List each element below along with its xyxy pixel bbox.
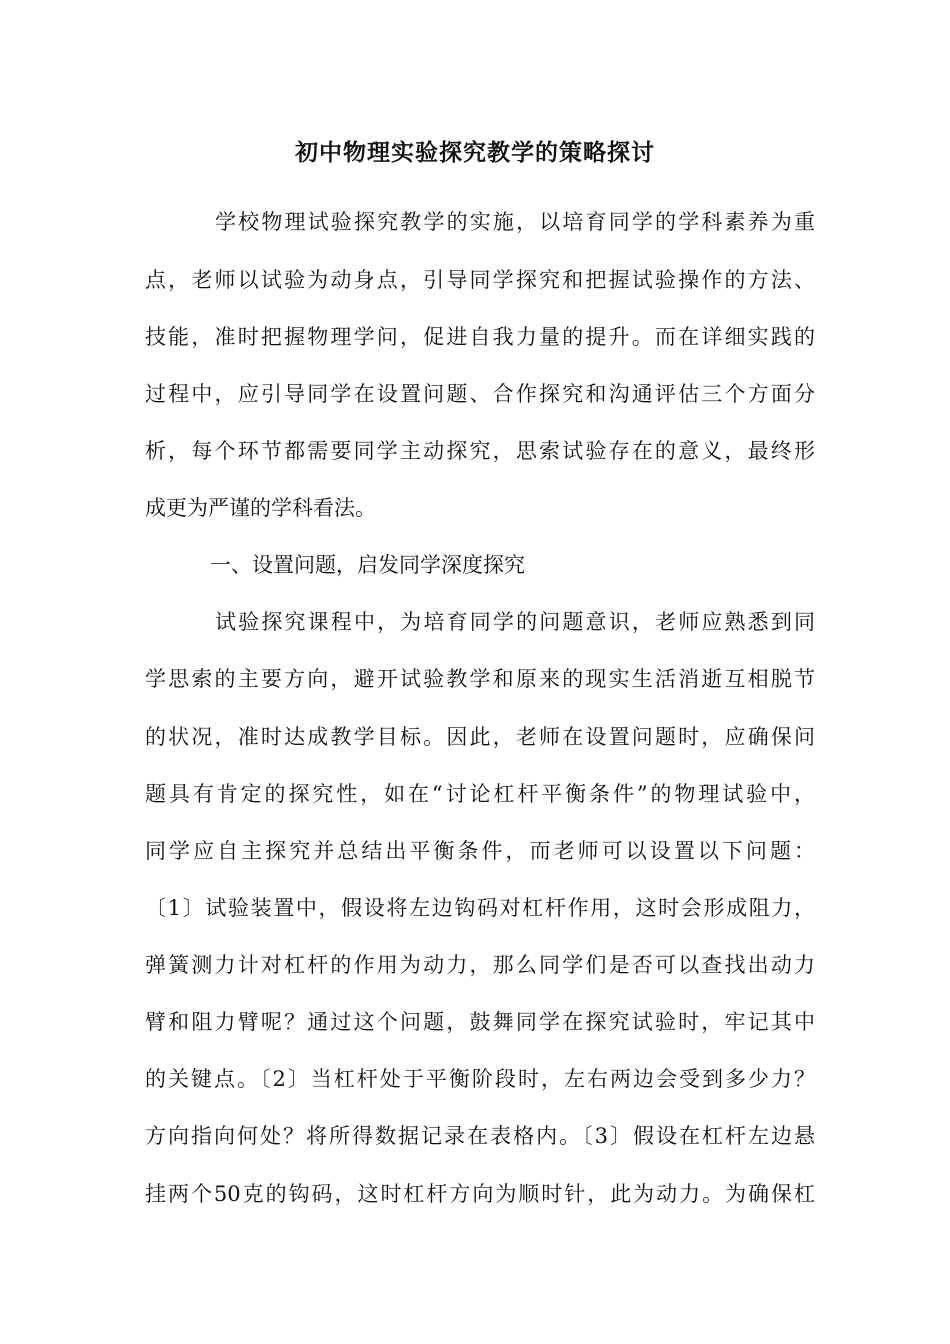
paragraph-line: 过程中，应引导同学在设置问题、合作探究和沟通评估三个方面分 — [145, 382, 815, 406]
paragraph-line: 同学应自主探究并总结出平衡条件，而老师可以设置以下问题： — [145, 839, 815, 863]
paragraph-line: 试验探究课程中，为培育同学的问题意识，老师应熟悉到同 — [215, 610, 815, 634]
paragraph-line: 技能，准时把握物理学问，促进自我力量的提升。而在详细实践的 — [145, 325, 815, 349]
paragraph-line: 题具有肯定的探究性，如在“讨论杠杆平衡条件”的物理试验中， — [145, 782, 815, 806]
paragraph-line: 成更为严谨的学科看法。 — [145, 496, 376, 520]
paragraph-line: 〔1〕试验装置中，假设将左边钩码对杠杆作用，这时会形成阻力， — [145, 896, 815, 920]
document-title: 初中物理实验探究教学的策略探讨 — [295, 139, 655, 166]
paragraph-line: 点，老师以试验为动身点，引导同学探究和把握试验操作的方法、 — [145, 268, 815, 292]
paragraph-line: 挂两个50克的钩码，这时杠杆方向为顺时针，此为动力。为确保杠 — [145, 1182, 815, 1206]
paragraph-line: 方向指向何处？将所得数据记录在表格内。〔3〕假设在杠杆左边悬 — [145, 1124, 815, 1148]
section-heading: 一、设置问题，启发同学深度探究 — [210, 553, 525, 577]
paragraph-line: 的状况，准时达成教学目标。因此，老师在设置问题时，应确保问 — [145, 725, 815, 749]
paragraph-line: 学校物理试验探究教学的实施，以培育同学的学科素养为重 — [215, 210, 815, 234]
paragraph-line: 弹簧测力计对杠杆的作用为动力，那么同学们是否可以查找出动力 — [145, 953, 815, 977]
paragraph-line: 臂和阻力臂呢？通过这个问题，鼓舞同学在探究试验时，牢记其中 — [145, 1010, 815, 1034]
paragraph-line: 学思索的主要方向，避开试验教学和原来的现实生活消逝互相脱节 — [145, 667, 815, 691]
paragraph-line: 析，每个环节都需要同学主动探究，思索试验存在的意义，最终形 — [145, 439, 815, 463]
paragraph-line: 的关键点。〔2〕当杠杆处于平衡阶段时，左右两边会受到多少力？ — [145, 1067, 815, 1091]
